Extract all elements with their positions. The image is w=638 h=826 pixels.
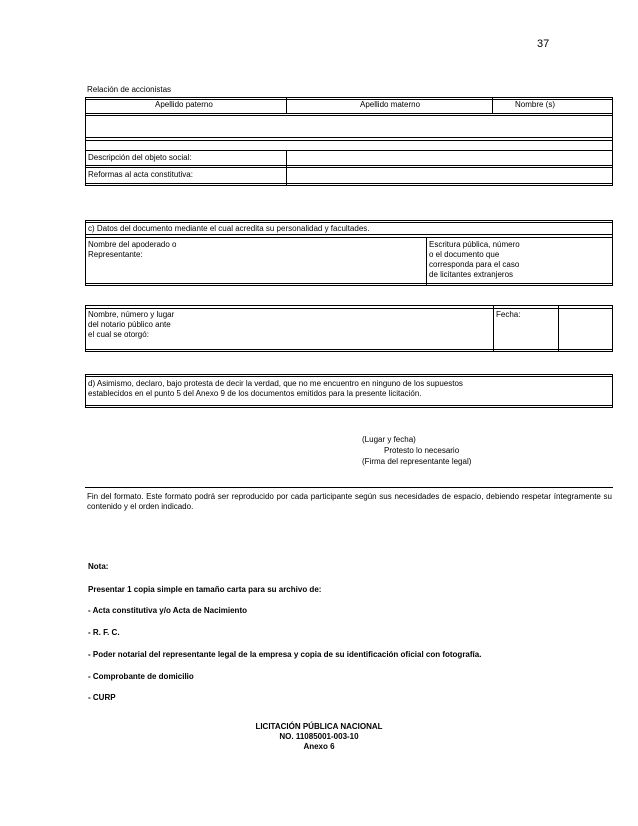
agent-label-1: Nombre del apoderado o [88, 240, 177, 249]
notary-label-1: Nombre, número y lugar [88, 310, 175, 319]
note-item: - Poder notarial del representante legal de la empresa y copia de su identificación oficial con fotografía. [88, 650, 482, 659]
footer-number: NO. 11085001-003-10 [279, 732, 359, 741]
section-d-line-2: establecidos en el punto 5 del Anexo 9 de los documentos emitidos para la presente licitación. [88, 389, 422, 398]
object-label: Descripción del objeto social: [88, 153, 192, 162]
signature-label: (Firma del representante legal) [362, 457, 472, 466]
notary-label-2: del notario público ante [88, 320, 171, 329]
deed-label-3: corresponda para el caso [429, 260, 520, 269]
section-d-line-1: d) Asimismo, declaro, bajo protesta de decir la verdad, que no me encuentro en ninguno de los supuestos [88, 379, 463, 388]
col-apellido-paterno: Apellido paterno [155, 100, 213, 109]
place-date-label: (Lugar y fecha) [362, 435, 416, 444]
note-title: Nota: [88, 562, 109, 571]
note-intro: Presentar 1 copia simple en tamaño carta para su archivo de: [88, 585, 322, 594]
page-number: 37 [537, 38, 550, 50]
shareholders-title: Relación de accionistas [87, 85, 172, 94]
note-item: - Acta constitutiva y/o Acta de Nacimiento [88, 606, 247, 615]
col-apellido-materno: Apellido materno [360, 100, 421, 109]
note-item: - Comprobante de domicilio [88, 672, 194, 681]
end-of-format-text: Fin del formato. Este formato podrá ser reproducido por cada participante según sus necesidades de espacio, debiendo respetar íntegramente su contenido y el orden indicado. [87, 492, 612, 511]
deed-label-1: Escritura pública, número [429, 240, 520, 249]
note-item: - R. F. C. [88, 628, 120, 637]
footer-title: LICITACIÓN PÚBLICA NACIONAL [255, 722, 383, 731]
agent-label-2: Representante: [88, 250, 143, 259]
date-label: Fecha: [496, 310, 521, 319]
note-item: - CURP [88, 693, 116, 702]
footer-annex: Anexo 6 [303, 742, 335, 751]
protest-label: Protesto lo necesario [384, 446, 460, 455]
notary-label-3: el cual se otorgó: [88, 330, 149, 339]
col-nombre: Nombre (s) [515, 100, 556, 109]
deed-label-2: o el documento que [429, 250, 500, 259]
section-c-title: c) Datos del documento mediante el cual acredita su personalidad y facultades. [88, 224, 370, 233]
reforms-label: Reformas al acta constitutiva: [88, 170, 193, 179]
deed-label-4: de licitantes extranjeros [429, 270, 514, 279]
